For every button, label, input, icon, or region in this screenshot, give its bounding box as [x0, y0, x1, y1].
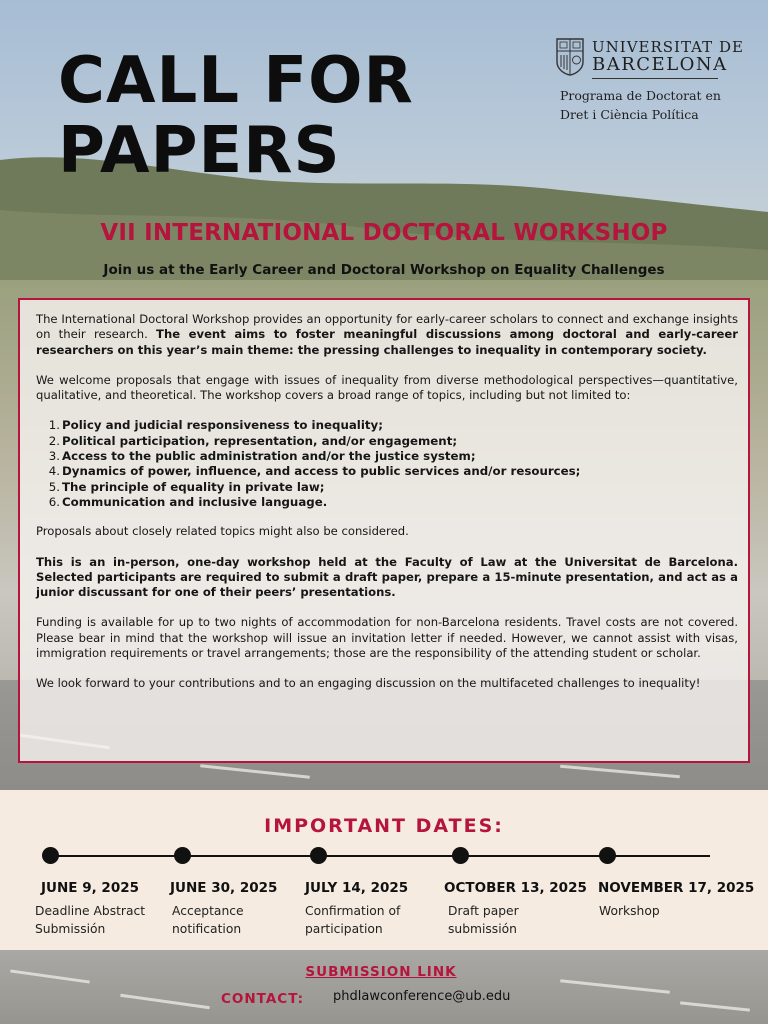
topic-text: The principle of equality in private law; — [62, 479, 325, 494]
topic-number: 5. — [48, 479, 60, 494]
topic-item — [36, 480, 738, 495]
format-text: This is an in-person, one-day workshop held at the Faculty of Law at the Universitat de Barcelona. Selected participants are required to submit a draft paper, prepare a 15-minute presentation, and act as a junior discussant for one of their peers’ presentations. — [36, 554, 738, 600]
workshop-title: VII INTERNATIONAL DOCTORAL WORKSHOP — [100, 220, 668, 246]
page-title: CALL FOR PAPERS — [58, 44, 414, 188]
topic-number: 1. — [48, 418, 60, 433]
submission-link[interactable]: SUBMISSION LINK — [305, 964, 457, 980]
timeline-dot — [174, 847, 191, 864]
timeline-description: Confirmation of participation — [305, 904, 401, 936]
contact-label: CONTACT: — [221, 991, 305, 1007]
topic-number: 2. — [48, 433, 60, 448]
topic-item — [36, 418, 738, 433]
topic-number: 6. — [48, 494, 60, 509]
topics-list — [36, 418, 738, 510]
intro-text: The International Doctoral Workshop provides an opportunity for early-career scholars to connect and exchange insights on their research. — [36, 312, 738, 342]
funding-paragraph: Funding is available for up to two nights of accommodation for non-Barcelona residents. Travel costs are not covered. Please bear in mind that the workshop will issue an invitation letter if needed. However, we cannot assist with visas, immigration requirements or travel arrangements; those are the responsibility of the attending student or scholar. — [36, 615, 738, 661]
timeline-dot — [599, 847, 616, 864]
timeline-description: Acceptance notification — [172, 904, 244, 936]
topic-item — [36, 434, 738, 449]
closing-paragraph: We look forward to your contributions and to an engaging discussion on the multifaceted challenges to inequality! — [36, 676, 701, 691]
topic-text: Policy and judicial responsiveness to inequality; — [62, 418, 383, 433]
timeline-dot — [42, 847, 59, 864]
intro-emphasis: The event aims to foster meaningful discussions among doctoral and early-career researchers on this year’s main theme: the pressing challenges to inequality in contemporary society. — [36, 327, 738, 357]
topic-number: 3. — [48, 449, 60, 464]
timeline-date: NOVEMBER 17, 2025 — [598, 880, 755, 896]
topic-text: Communication and inclusive language. — [62, 494, 328, 509]
timeline-dot — [452, 847, 469, 864]
topic-text: Dynamics of power, influence, and access to public services and/or resources; — [62, 464, 581, 479]
important-dates-title: IMPORTANT DATES: — [264, 815, 504, 837]
topic-item — [36, 449, 738, 464]
university-name-line1: UNIVERSITAT DE — [592, 38, 744, 56]
topic-text: Political participation, representation, and/or engagement; — [62, 433, 458, 448]
logo-divider — [592, 78, 718, 79]
topic-text: Access to the public administration and/or the justice system; — [62, 449, 476, 464]
university-name-line2: BARCELONA — [592, 54, 728, 75]
university-shield-icon — [556, 38, 584, 76]
timeline-date: JUNE 9, 2025 — [41, 880, 140, 896]
related-topics-paragraph: Proposals about closely related topics might also be considered. — [36, 524, 409, 539]
format-paragraph — [36, 555, 738, 601]
doctoral-program-name: Programa de Doctorat en Dret i Ciència Política — [560, 88, 721, 122]
timeline-date: JUNE 30, 2025 — [170, 880, 278, 896]
contact-email[interactable]: phdlawconference@ub.edu — [333, 989, 511, 1004]
timeline-description: Workshop — [599, 904, 660, 918]
timeline-date: JULY 14, 2025 — [305, 880, 409, 896]
bottom-road — [0, 950, 768, 1024]
timeline-date: OCTOBER 13, 2025 — [444, 880, 587, 896]
welcome-paragraph: We welcome proposals that engage with issues of inequality from diverse methodological perspectives—quantitative, qualitative, and theoretical. The workshop covers a broad range of topics, including but not limited to: — [36, 372, 738, 403]
timeline-description: Draft paper submissión — [448, 904, 519, 936]
topic-item — [36, 495, 738, 510]
topic-item — [36, 464, 738, 479]
intro-paragraph — [36, 312, 738, 358]
workshop-subtitle: Join us at the Early Career and Doctoral Workshop on Equality Challenges — [103, 262, 665, 278]
description-panel — [18, 298, 750, 763]
timeline-dot — [310, 847, 327, 864]
timeline-description: Deadline Abstract Submissión — [35, 904, 146, 936]
topic-number: 4. — [48, 464, 60, 479]
